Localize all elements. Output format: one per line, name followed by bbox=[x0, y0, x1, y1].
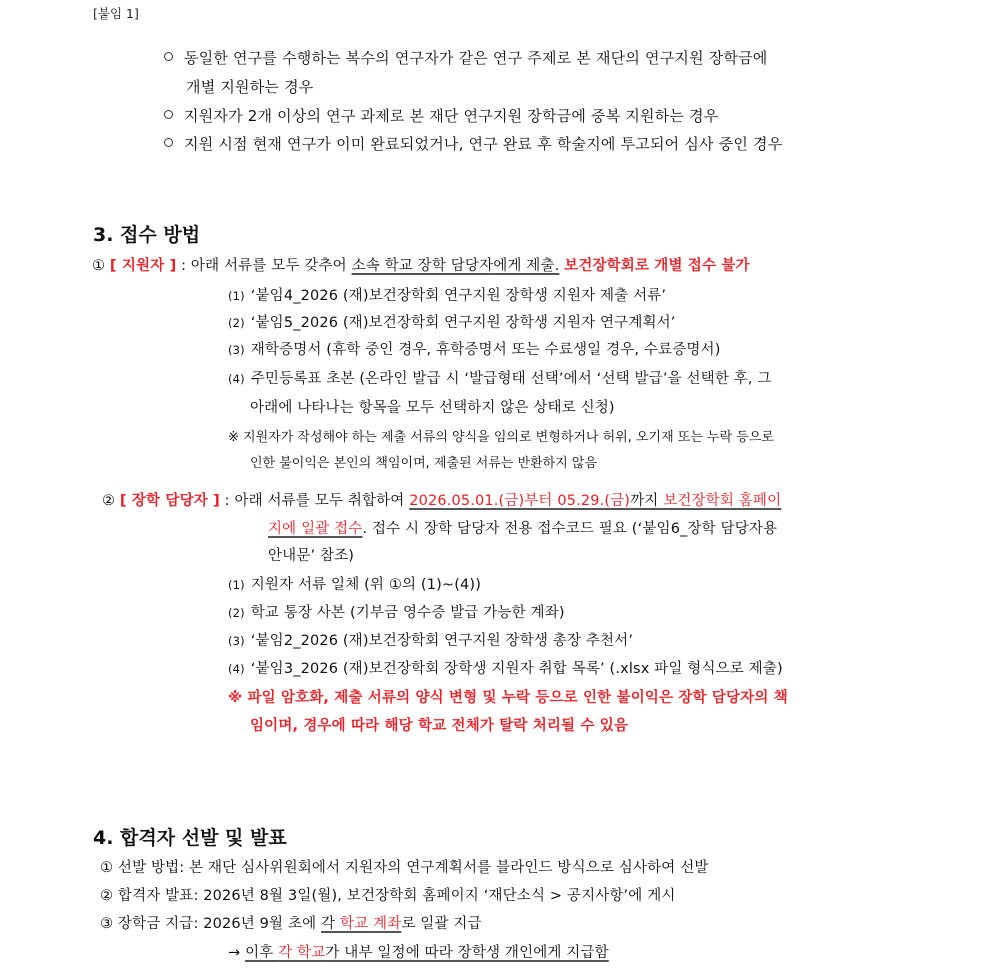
instruction-text: 아래 서류를 모두 취합하여 bbox=[234, 493, 410, 509]
item-text: 합격자 발표: 2026년 8월 3일(월), 보건장학회 홈페이지 ‘재단소식 > 공지사항’에 게시 bbox=[117, 888, 676, 904]
exclusion-text: 동일한 연구를 수행하는 복수의 연구자가 같은 연구 주제로 본 재단의 연구지원 장학금에 bbox=[184, 49, 768, 67]
doc-text: 학교 통장 사본 (기부금 영수증 발급 가능한 계좌) bbox=[250, 605, 565, 621]
bullet-circle-icon bbox=[164, 52, 173, 61]
payment-text: 장학금 지급: 2026년 9월 초에 bbox=[117, 916, 322, 932]
followup-text-end: 가 내부 일정에 따라 장학생 개인에게 지급함 bbox=[325, 945, 609, 961]
applicant-note-cont: 인한 불이익은 본인의 책임이며, 제출된 서류는 반환하지 않음 bbox=[250, 456, 598, 471]
until: 까지 bbox=[630, 493, 659, 509]
exclusion-text-cont: 개별 지원하는 경우 bbox=[186, 78, 314, 96]
circled-number: ③ bbox=[100, 916, 114, 932]
doc-item bbox=[228, 601, 565, 622]
officer-warning: ※ 파일 암호화, 제출 서류의 양식 변형 및 누락 등으로 인한 불이익은 장학 담당자의 책 bbox=[228, 690, 788, 706]
payment-followup bbox=[228, 941, 609, 962]
doc-item bbox=[228, 311, 676, 332]
role-label: [ 지원자 ] bbox=[109, 258, 177, 274]
doc-num: (4) bbox=[228, 662, 245, 676]
colon: : bbox=[224, 493, 230, 509]
doc-num: (1) bbox=[228, 578, 245, 592]
each-school: 각 학교 bbox=[278, 945, 326, 961]
bullet-circle-icon bbox=[164, 110, 173, 119]
officer-instruction-cont2: 안내문’ 참조) bbox=[268, 548, 355, 564]
role-label: [ 장학 담당자 ] bbox=[119, 493, 220, 509]
doc-num: (2) bbox=[228, 316, 245, 330]
exclusion-item bbox=[164, 133, 782, 154]
each: 각 bbox=[321, 916, 340, 932]
instruction-text: 아래 서류를 모두 갖추어 bbox=[190, 258, 352, 274]
doc-text: ‘붙임5_2026 (재)보건장학회 연구지원 장학생 지원자 연구계획서’ bbox=[250, 315, 676, 331]
payment bbox=[100, 912, 482, 933]
no-individual-submission-warning: 보건장학회로 개별 접수 불가 bbox=[564, 258, 750, 274]
followup-text: 이후 bbox=[245, 945, 279, 961]
announcement bbox=[100, 884, 676, 905]
doc-item bbox=[228, 629, 633, 650]
site-name: 보건장학회 홈페이 bbox=[658, 493, 782, 509]
arrow-right-icon: → bbox=[228, 945, 241, 961]
selection-method bbox=[100, 856, 709, 877]
doc-num: (2) bbox=[228, 606, 245, 620]
doc-text: 주민등록표 초본 (온라인 발급 시 ‘발급형태 선택’에서 ‘선택 발급’을 선택한 후, 그 bbox=[250, 371, 772, 387]
doc-item bbox=[228, 284, 666, 305]
circled-number: ② bbox=[102, 493, 116, 509]
applicant-instruction bbox=[92, 254, 750, 275]
bullet-circle-icon bbox=[164, 138, 173, 147]
doc-text: ‘붙임2_2026 (재)보건장학회 연구지원 장학생 총장 추천서’ bbox=[250, 633, 634, 649]
doc-num: (1) bbox=[228, 289, 245, 303]
doc-item bbox=[228, 573, 481, 594]
doc-text: ‘붙임3_2026 (재)보건장학회 장학생 지원자 취합 목록’ (.xlsx 파일 형식으로 제출) bbox=[250, 661, 783, 677]
officer-warning-cont: 임이며, 경우에 따라 해당 학교 전체가 탈락 처리될 수 있음 bbox=[250, 718, 629, 734]
period-start: 2026.05.01.(금)부터 bbox=[409, 493, 558, 509]
doc-num: (3) bbox=[228, 343, 245, 357]
exclusion-item bbox=[164, 47, 768, 68]
bulk-submission: 지에 일괄 접수 bbox=[268, 521, 363, 537]
circled-number: ② bbox=[100, 888, 114, 904]
exclusion-text: 지원 시점 현재 연구가 이미 완료되었거나, 연구 완료 후 학술지에 투고되어 심사 중인 경우 bbox=[184, 135, 783, 153]
doc-text: ‘붙임4_2026 (재)보건장학회 연구지원 장학생 지원자 제출 서류’ bbox=[250, 288, 667, 304]
doc-item bbox=[228, 367, 772, 388]
period-end: 05.29.(금) bbox=[557, 493, 631, 509]
officer-instruction-cont bbox=[268, 517, 777, 538]
doc-item-cont: 아래에 나타나는 항목을 모두 선택하지 않은 상태로 신청) bbox=[250, 400, 615, 416]
doc-num: (3) bbox=[228, 634, 245, 648]
circled-number: ① bbox=[100, 860, 114, 876]
school-account: 학교 계좌 bbox=[339, 916, 402, 932]
colon: : bbox=[181, 258, 187, 274]
doc-text: 지원자 서류 일체 (위 ①의 (1)~(4)) bbox=[250, 577, 481, 593]
exclusion-item bbox=[164, 105, 718, 126]
exclusion-text: 지원자가 2개 이상의 연구 과제로 본 재단 연구지원 장학금에 중복 지원하는 경우 bbox=[184, 107, 719, 125]
doc-text: 재학증명서 (휴학 중인 경우, 휴학증명서 또는 수료생일 경우, 수료증명서) bbox=[250, 342, 721, 358]
attachment-tag: [붙임 1] bbox=[93, 6, 139, 21]
section-4-title: 4. 합격자 선발 및 발표 bbox=[93, 827, 287, 849]
instruction-text-end: 에게 제출. bbox=[493, 258, 560, 274]
doc-item bbox=[228, 657, 783, 678]
doc-num: (4) bbox=[228, 372, 245, 386]
payment-text-end: 로 일괄 지급 bbox=[401, 916, 482, 932]
applicant-note: ※ 지원자가 작성해야 하는 제출 서류의 양식을 임의로 변형하거나 허위, 오기재 또는 누락 등으로 bbox=[228, 430, 774, 445]
officer-instruction bbox=[102, 489, 781, 510]
item-text: 선발 방법: 본 재단 심사위원회에서 지원자의 연구계획서를 블라인드 방식으로 심사하여 선발 bbox=[117, 860, 709, 876]
submit-to-highlight: 소속 학교 장학 담당자 bbox=[351, 258, 494, 274]
doc-item bbox=[228, 338, 721, 359]
circled-number: ① bbox=[92, 258, 106, 274]
section-3-title: 3. 접수 방법 bbox=[93, 224, 201, 246]
code-required-text: . 접수 시 장학 담당자 전용 접수코드 필요 (‘붙임6_장학 담당자용 bbox=[362, 521, 778, 537]
